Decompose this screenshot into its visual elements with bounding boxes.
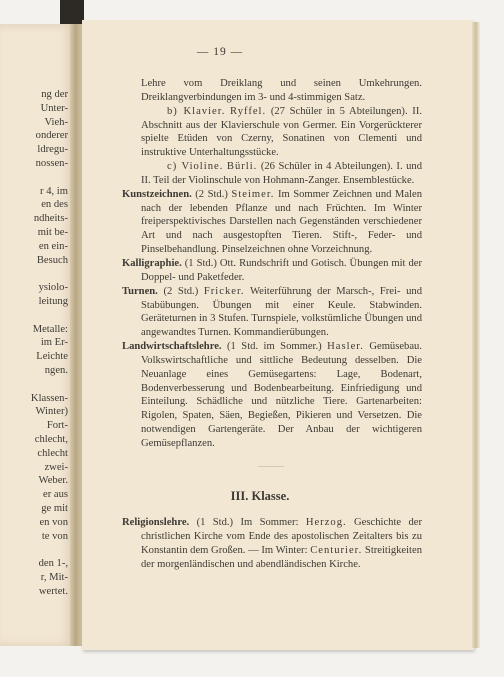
left-page-line: den 1-, — [38, 558, 68, 570]
subject-heading: Kalligraphie. — [122, 257, 182, 269]
subject-teacher: Herzog. — [305, 517, 347, 528]
page-number: — 19 — — [196, 46, 244, 58]
left-page-line: en ein- — [38, 240, 68, 252]
left-page-line: wertet. — [38, 585, 68, 597]
left-page-line: ge mit — [41, 502, 68, 514]
subject-text: Streitigkeiten der morgenländischen und abendländischen Kirche. — [141, 544, 422, 570]
left-page-line: Fort- — [46, 420, 68, 432]
left-page-line: ldregu- — [37, 144, 68, 156]
klavier-teacher: Ryffel. — [230, 105, 267, 117]
subject-text: Rundschrift und Gotisch. Übungen mit der Doppel- und Paketfeder. — [141, 257, 423, 283]
violine-paragraph — [122, 160, 422, 188]
subject-text: Im Sommer: — [240, 517, 299, 528]
violine-teacher: Bürli. — [226, 161, 258, 173]
subject-hours: (2 Std.) — [195, 188, 228, 200]
left-page-line: te von — [41, 530, 68, 542]
left-page-line: er aus — [43, 489, 68, 501]
left-page-line: Weber. — [38, 475, 68, 487]
left-page-line: Winter) — [35, 406, 68, 418]
subject-kalligraphie — [122, 257, 422, 285]
book-spine-top — [60, 0, 84, 26]
subject-teacher: Fricker. — [203, 285, 245, 297]
subject-text: Weiterführung der Marsch-, Frei- und Stabübungen. Übungen mit einer Keule. Stabwinden. Geräteturnen in 3 Stufen. Turnspiele, volkstümliche Übungen und angewandtes Turnen. Kommandierübungen. — [141, 285, 423, 339]
subject-teacher: Centurier. — [310, 544, 363, 556]
left-page-line: Klassen- — [30, 392, 68, 404]
subject-hours: (1 Std.) — [196, 517, 234, 528]
klavier-paragraph — [122, 105, 422, 160]
left-page-line: Vieh- — [44, 116, 68, 128]
left-page-line: Besuch — [36, 254, 68, 266]
left-page-line: nossen- — [35, 157, 68, 169]
section-divider — [258, 466, 284, 467]
left-page-line: Metalle: — [32, 323, 68, 335]
violine-text: (26 Schüler in 4 Abteilungen). I. und II. Teil der Violinschule von Hohmann-Zanger. Ensemblestücke. — [141, 161, 423, 186]
left-page-line: chlecht — [37, 447, 68, 459]
subject-text: Gemüsebau. Volkswirtschaftliche und sittliche Bedeutung desselben. Die Neuanlage eines Gemüsegartens: Lage, Bodenart, Bodenverbesserung und Bodenbearbeitung. Einfriedigung und Einteilung. Schädliche und nützliche Tiere. Gartenarbeiten: Rigolen, Spaten, Säen, Begießen, Pikieren und Versetzen. Die notwendigen Gartengeräte. Der Anbau der wichtigeren Gemüsepflanzen. — [141, 341, 423, 449]
subject-hours: (1 Std.) — [184, 257, 217, 269]
left-page-line: Leichte — [36, 351, 68, 363]
subject-heading: Turnen. — [122, 285, 158, 297]
left-page-line: onderer — [35, 130, 68, 142]
left-page-line: ng der — [41, 89, 68, 100]
left-page-line: r, Mit- — [40, 571, 68, 583]
left-page-line: r 4, im — [40, 185, 68, 197]
left-page-line: ngen. — [44, 364, 68, 376]
subject-teacher: Ott. — [219, 257, 237, 269]
page-edge — [472, 22, 480, 648]
left-page-line — [0, 543, 68, 557]
left-page — [0, 24, 74, 646]
subject-heading: Landwirtschaftslehre. — [122, 341, 222, 353]
klavier-label: b) Klavier. — [167, 105, 226, 117]
subject-heading: Religionslehre. — [122, 517, 190, 528]
left-page-line: en von — [39, 516, 68, 528]
left-page-line: Unter- — [40, 102, 68, 114]
left-page-line: im Er- — [40, 337, 68, 349]
subject-teacher: Steimer. — [231, 188, 275, 200]
subject-religionslehre — [122, 516, 422, 571]
left-page-line: leitung — [38, 295, 68, 307]
violine-label: c) Violine. — [167, 161, 224, 173]
page-content — [122, 77, 422, 451]
left-page-line: ysiolo- — [38, 282, 68, 294]
subject-hours: (1 Std. im Sommer.) — [227, 341, 322, 353]
subject-hours: (2 Std.) — [163, 285, 199, 297]
left-page-line — [0, 267, 68, 281]
section-content — [122, 516, 422, 571]
klavier-text: (27 Schüler in 5 Abteilungen). II. Abschnitt aus der Klavierschule von Germer. Ein Vorgerückterer spielte Etüden von Czerny, Sonatinen von Clementi und instruktive Unterhaltungsstücke. — [141, 105, 422, 159]
left-page-text — [0, 88, 68, 598]
subject-landwirtschaftslehre — [122, 340, 422, 451]
subject-kunstzeichnen — [122, 188, 422, 257]
left-page-line — [0, 309, 68, 323]
music-theory-continuation: Lehre vom Dreiklang und seinen Umkehrungen. Dreiklangverbindungen im 3- und 4-stimmigen Satz. — [141, 78, 422, 103]
left-page-line: mit be- — [37, 226, 68, 238]
left-page-line — [0, 378, 68, 392]
left-page-line — [0, 171, 68, 185]
subject-teacher: Hasler. — [327, 341, 364, 353]
left-page-line: zwei- — [44, 461, 68, 473]
subject-text: Im Sommer Zeichnen und Malen nach der lebenden Pflanze und nach Früchten. Im Winter freiperspektivisches Darstellen nach Gegenständen verschiedener Art und nach ausgestopften Tieren. Stift-, Feder- und Pinselbehandlung. Pinselzeichnen ohne Vorzeichnung. — [141, 188, 423, 256]
left-page-line: chlecht, — [34, 433, 68, 445]
subject-turnen — [122, 285, 422, 340]
section-title: III. Klasse. — [230, 489, 290, 503]
left-page-line: ndheits- — [33, 213, 68, 225]
subject-text: Geschichte der christlichen Kirche vom Ende des apostolischen Zeitalters bis zu Konstantin dem Großen. — Im Winter: — [141, 517, 422, 556]
left-page-line: en des — [41, 199, 68, 211]
subject-heading: Kunstzeichnen. — [122, 188, 192, 200]
